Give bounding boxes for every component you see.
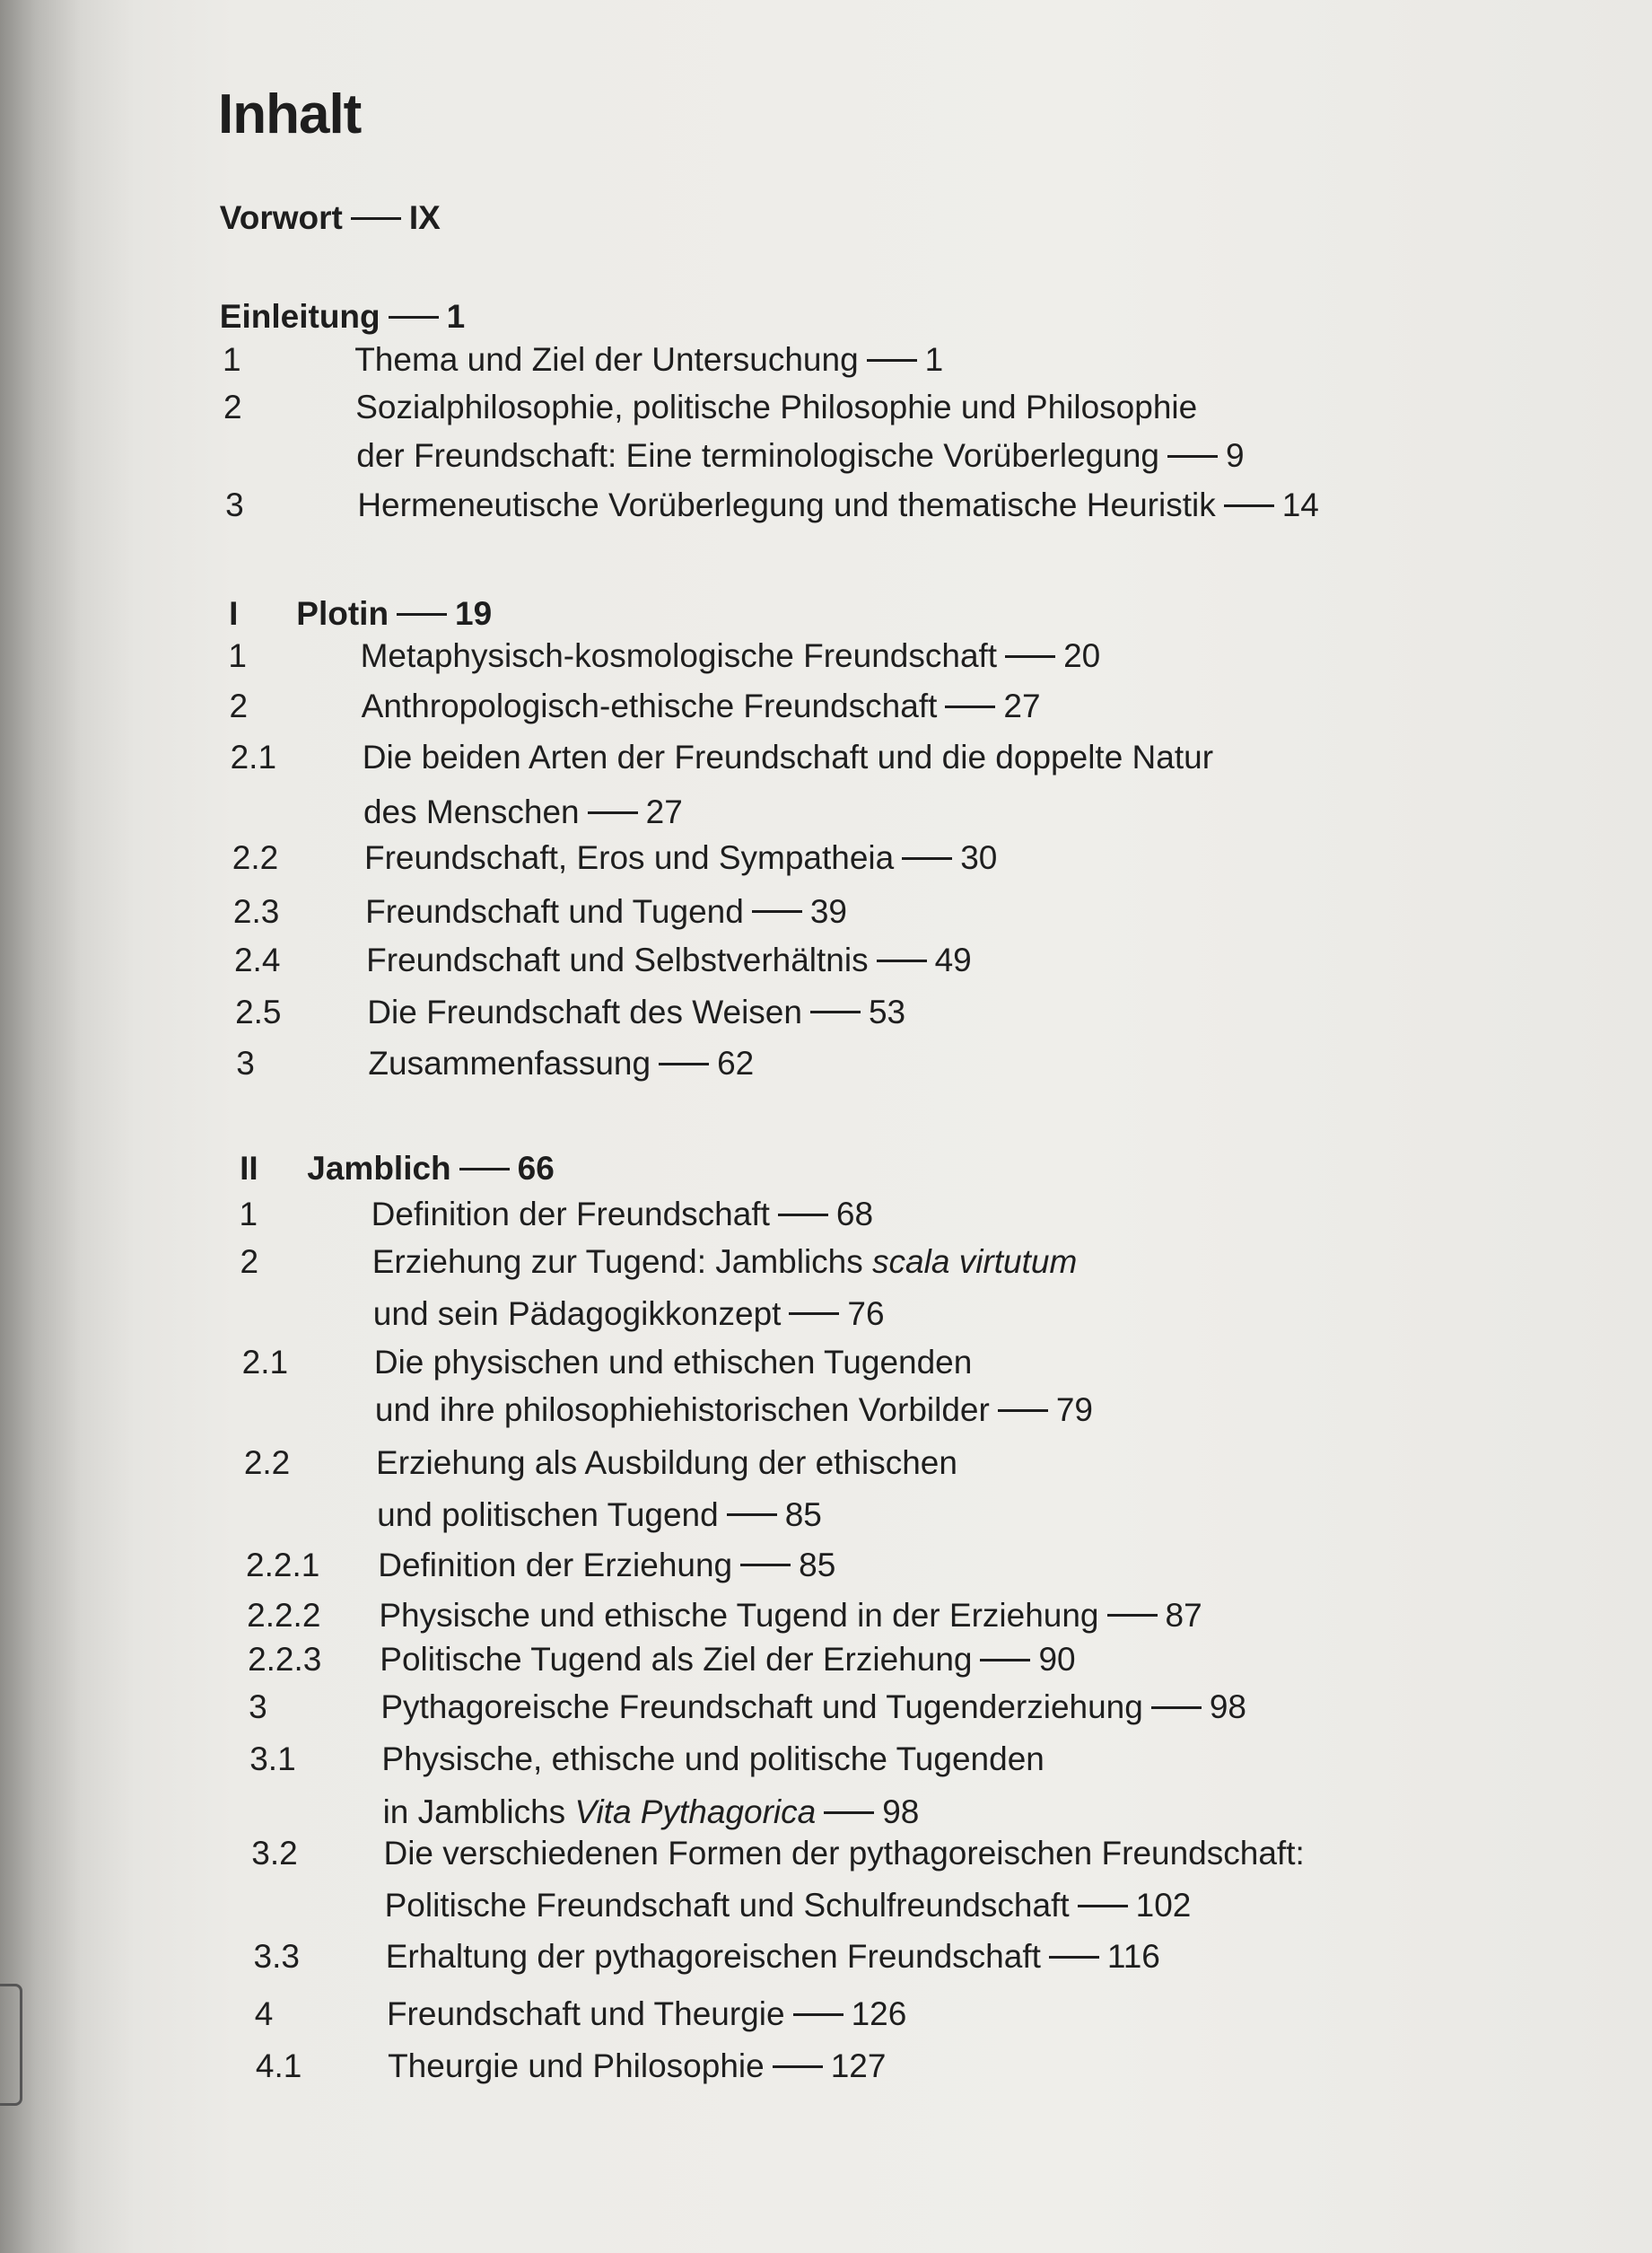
- toc-entry: [367, 993, 905, 1032]
- section-heading: [307, 1149, 555, 1188]
- page-number: 1: [446, 298, 466, 336]
- page-number: 126: [851, 1995, 907, 2033]
- entry-title: Physische, ethische und politische Tugenden: [381, 1740, 1045, 1777]
- entry-title: in Jamblichs: [382, 1793, 575, 1830]
- entry-title: Hermeneutische Vorüberlegung und thematische Heuristik: [357, 486, 1216, 523]
- toc-entry: [376, 1443, 957, 1483]
- em-dash-separator: [789, 1312, 839, 1315]
- toc-entry: [388, 2047, 886, 2086]
- toc-entry: [366, 941, 972, 980]
- page-number: 87: [1165, 1596, 1202, 1634]
- em-dash-separator: [945, 706, 995, 708]
- page-number: 90: [1038, 1641, 1076, 1679]
- entry-number: 2.2.2: [247, 1596, 321, 1634]
- page-number: 127: [830, 2047, 887, 2084]
- entry-number: 4.1: [255, 2047, 302, 2084]
- em-dash-separator: [659, 1063, 709, 1065]
- entry-title: Pythagoreische Freundschaft und Tugenderziehung: [380, 1688, 1143, 1725]
- entry-number: 2.2: [243, 1444, 291, 1481]
- entry-title: Freundschaft, Eros und Sympatheia: [363, 839, 895, 877]
- entry-number: 1: [239, 1196, 258, 1233]
- toc-entry: [356, 436, 1244, 476]
- em-dash-separator: [824, 1811, 874, 1814]
- entry-title: Erziehung als Ausbildung der ethischen: [376, 1444, 957, 1481]
- entry-title: Die beiden Arten der Freundschaft und die doppelte Natur: [362, 739, 1214, 776]
- em-dash-separator: [1049, 1956, 1099, 1959]
- entry-title: Zusammenfassung: [368, 1045, 651, 1083]
- entry-title: Die physischen und ethischen Tugenden: [373, 1344, 973, 1381]
- em-dash-separator: [902, 857, 952, 860]
- page-number: 76: [847, 1294, 885, 1332]
- page-number: 9: [1225, 437, 1245, 475]
- toc-entry: [372, 1242, 1078, 1282]
- toc-entry: [386, 1937, 1160, 1977]
- toc-entry: [385, 1886, 1192, 1925]
- entry-number: 2.2.3: [248, 1641, 322, 1679]
- entry-title-italic: scala virtutum: [872, 1243, 1078, 1280]
- page-number: 20: [1063, 636, 1101, 674]
- em-dash-separator: [980, 1659, 1030, 1661]
- toc-entry: [362, 687, 1041, 726]
- entry-number: 2.1: [230, 739, 277, 776]
- entry-number: 3: [236, 1045, 255, 1083]
- em-dash-separator: [752, 910, 802, 913]
- em-dash-separator: [389, 316, 439, 319]
- entry-number: II: [240, 1150, 258, 1187]
- entry-title: und sein Pädagogikkonzept: [372, 1294, 782, 1332]
- entry-number: 2.2: [232, 839, 279, 877]
- entry-number: 2: [240, 1243, 259, 1280]
- em-dash-separator: [1167, 455, 1218, 458]
- entry-number: 2: [223, 389, 242, 425]
- em-dash-separator: [459, 1168, 510, 1170]
- page-number: 19: [455, 595, 493, 633]
- entry-title: Anthropologisch-ethische Freundschaft: [361, 687, 938, 724]
- entry-number: 3: [225, 486, 244, 523]
- page-number: 85: [799, 1546, 836, 1583]
- em-dash-separator: [397, 613, 447, 616]
- page-number: 27: [1003, 687, 1041, 724]
- section-heading: [220, 297, 465, 337]
- entry-title: Erziehung zur Tugend: Jamblichs: [371, 1243, 873, 1280]
- entry-number: 2.4: [233, 942, 281, 978]
- em-dash-separator: [998, 1409, 1048, 1412]
- em-dash-separator: [588, 811, 638, 814]
- em-dash-separator: [740, 1564, 791, 1566]
- toc-entry: [381, 1740, 1044, 1779]
- em-dash-separator: [1151, 1706, 1202, 1709]
- page-number: 30: [960, 839, 998, 877]
- entry-title-italic: Vita Pythagorica: [574, 1793, 817, 1830]
- page-number: 116: [1106, 1938, 1160, 1976]
- entry-title: Theurgie und Philosophie: [388, 2047, 765, 2084]
- entry-number: I: [229, 595, 239, 633]
- em-dash-separator: [778, 1214, 828, 1216]
- em-dash-separator: [1224, 504, 1274, 507]
- em-dash-separator: [793, 2013, 843, 2016]
- entry-number: 2.2.1: [246, 1546, 320, 1583]
- toc-entry: [373, 1294, 885, 1334]
- page-number: 53: [868, 993, 906, 1030]
- entry-title: Freundschaft und Theurgie: [386, 1995, 785, 2033]
- entry-title: Thema und Ziel der Untersuchung: [354, 341, 859, 379]
- entry-title: Jamblich: [307, 1150, 451, 1187]
- entry-number: 2.5: [235, 993, 282, 1030]
- entry-number: 2: [229, 687, 249, 724]
- page-number: IX: [408, 198, 441, 236]
- entry-title: Erhaltung der pythagoreischen Freundschaft: [385, 1938, 1041, 1976]
- page-number: 27: [645, 793, 683, 831]
- toc-entry: [354, 340, 943, 380]
- entry-title: Freundschaft und Selbstverhältnis: [366, 942, 869, 978]
- entry-title: Definition der Erziehung: [378, 1546, 733, 1583]
- section-heading: [296, 594, 492, 634]
- toc-entry: [387, 1994, 906, 2034]
- em-dash-separator: [1107, 1614, 1158, 1617]
- entry-title: Freundschaft und Tugend: [365, 892, 744, 930]
- toc-entry: [380, 1640, 1075, 1679]
- entry-number: 1: [223, 341, 241, 379]
- entry-title: Die verschiedenen Formen der pythagoreischen Freundschaft:: [383, 1835, 1305, 1872]
- toc-entry: [378, 1546, 835, 1585]
- entry-title: Physische und ethische Tugend in der Erziehung: [379, 1596, 1099, 1634]
- toc-entry: [377, 1495, 822, 1535]
- section-heading: [220, 198, 441, 238]
- entry-title: Plotin: [296, 595, 389, 633]
- page-number: 102: [1135, 1886, 1192, 1924]
- toc-entry: [365, 892, 847, 932]
- entry-number: 3.1: [249, 1740, 296, 1777]
- toc-entry: [368, 1044, 754, 1083]
- entry-number: 4: [254, 1995, 274, 2033]
- page-number: 62: [717, 1045, 755, 1083]
- page-number: 79: [1055, 1390, 1093, 1428]
- entry-title: des Menschen: [363, 793, 580, 831]
- entry-title: und ihre philosophiehistorischen Vorbilder: [374, 1390, 990, 1428]
- entry-title: Einleitung: [219, 298, 380, 336]
- toc-entry: [383, 1793, 920, 1832]
- page-number: 49: [934, 942, 972, 978]
- em-dash-separator: [773, 2065, 823, 2068]
- page-number: 68: [835, 1196, 874, 1233]
- page-title: Inhalt: [218, 83, 362, 145]
- entry-title: Politische Tugend als Ziel der Erziehung: [380, 1641, 973, 1679]
- toc-entry: [363, 793, 683, 832]
- page-number: 98: [1209, 1688, 1246, 1725]
- em-dash-separator: [877, 960, 927, 962]
- entry-number: 2.3: [232, 892, 280, 930]
- em-dash-separator: [727, 1513, 777, 1516]
- page-number: 39: [809, 892, 847, 930]
- em-dash-separator: [867, 359, 917, 362]
- page-number: 66: [517, 1150, 555, 1187]
- entry-number: 3.2: [251, 1835, 298, 1872]
- em-dash-separator: [1005, 655, 1055, 658]
- entry-title: Metaphysisch-kosmologische Freundschaft: [360, 636, 998, 674]
- entry-number: 3.3: [253, 1938, 300, 1976]
- toc-entry: [383, 1834, 1304, 1873]
- entry-number: 2.1: [241, 1344, 289, 1381]
- entry-title: Definition der Freundschaft: [371, 1196, 770, 1233]
- toc-entry: [361, 636, 1101, 676]
- em-dash-separator: [1078, 1905, 1128, 1907]
- page-number: 1: [924, 341, 944, 379]
- entry-number: 1: [228, 636, 247, 674]
- toc-entry: [364, 838, 997, 878]
- page-number: 98: [882, 1793, 920, 1830]
- entry-title: Vorwort: [219, 198, 343, 236]
- toc-entry: [363, 738, 1213, 777]
- em-dash-separator: [810, 1011, 861, 1013]
- toc-entry: [375, 1390, 1093, 1430]
- toc-entry: [355, 388, 1197, 427]
- entry-title: Politische Freundschaft und Schulfreundschaft: [384, 1886, 1070, 1924]
- toc-entry: [380, 1688, 1246, 1727]
- entry-title: Sozialphilosophie, politische Philosophie und Philosophie: [355, 389, 1198, 425]
- entry-title: Die Freundschaft des Weisen: [367, 993, 802, 1030]
- entry-title: und politischen Tugend: [377, 1495, 719, 1533]
- toc-entry: [371, 1195, 873, 1234]
- page-number: 85: [784, 1495, 822, 1533]
- toc-entry: [374, 1343, 972, 1382]
- page-number: 14: [1281, 486, 1319, 523]
- toc-entry: [357, 486, 1319, 525]
- toc-entry: [379, 1596, 1202, 1635]
- em-dash-separator: [351, 217, 401, 220]
- entry-number: 3: [249, 1688, 267, 1725]
- entry-title: der Freundschaft: Eine terminologische Vorüberlegung: [356, 437, 1159, 475]
- page-edge: [0, 1984, 22, 2106]
